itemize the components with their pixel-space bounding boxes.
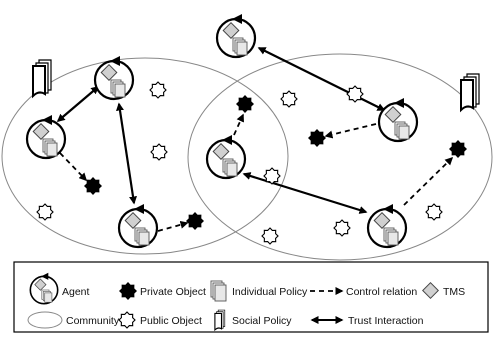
agent-icon-a3 [119, 204, 157, 247]
public-object-icon-8 [262, 228, 278, 244]
social-policy-icon-right [461, 74, 479, 110]
private-object-icon-p5 [449, 140, 467, 158]
legend-public-object-label: Public Object [140, 315, 202, 327]
public-object-icon-1 [150, 82, 166, 98]
legend [14, 262, 488, 332]
legend-community-label: Community [66, 315, 120, 327]
public-object-icon-2 [151, 144, 167, 160]
private-object-icon-p2 [186, 212, 204, 230]
social-policy-icon-left [33, 60, 51, 96]
public-object-icon [119, 312, 135, 328]
legend-social-policy-label: Social Policy [232, 315, 292, 327]
control-relation-a3-p2 [158, 223, 187, 231]
private-object-icon-p4 [308, 129, 326, 147]
social-policy-icon [215, 310, 225, 330]
public-object-icon-9 [426, 204, 442, 220]
control-relation-a6-p4 [326, 124, 376, 136]
agent-icon-a6 [379, 98, 417, 141]
public-object-icon-7 [334, 220, 350, 236]
control-relation-a1-p1 [60, 153, 86, 180]
trust-interaction-a2-a3 [119, 104, 134, 203]
public-object-icon-5 [347, 86, 363, 102]
trust-interaction-a4-a7 [244, 174, 366, 212]
legend-control-relation-label: Control relation [346, 286, 418, 298]
control-relation-a4-p3 [234, 115, 243, 135]
agent-icon-a7 [368, 204, 406, 247]
individual-policy-icon [211, 281, 226, 301]
trust-interaction-a1-a2 [58, 87, 98, 121]
legend-agent-label: Agent [62, 286, 90, 298]
public-object-icon-3 [37, 204, 53, 220]
public-object-icon-6 [264, 168, 280, 184]
control-relation-a7-p5 [404, 158, 452, 205]
legend-individual-policy-label: Individual Policy [232, 286, 308, 298]
trust-interaction-a5-a6 [259, 48, 384, 110]
public-object-icon-4 [281, 91, 297, 107]
private-object-icon-p3 [236, 95, 254, 113]
private-object-icon [119, 282, 137, 300]
agent-icon-a4 [207, 135, 245, 178]
legend-trust-interaction-label: Trust Interaction [348, 315, 424, 327]
legend-tms-label: TMS [443, 286, 466, 298]
agent-icon-a1 [27, 115, 65, 158]
agent-icon-a5 [217, 14, 255, 57]
legend-private-object-label: Private Object [140, 286, 206, 298]
private-object-icon-p1 [84, 177, 102, 195]
